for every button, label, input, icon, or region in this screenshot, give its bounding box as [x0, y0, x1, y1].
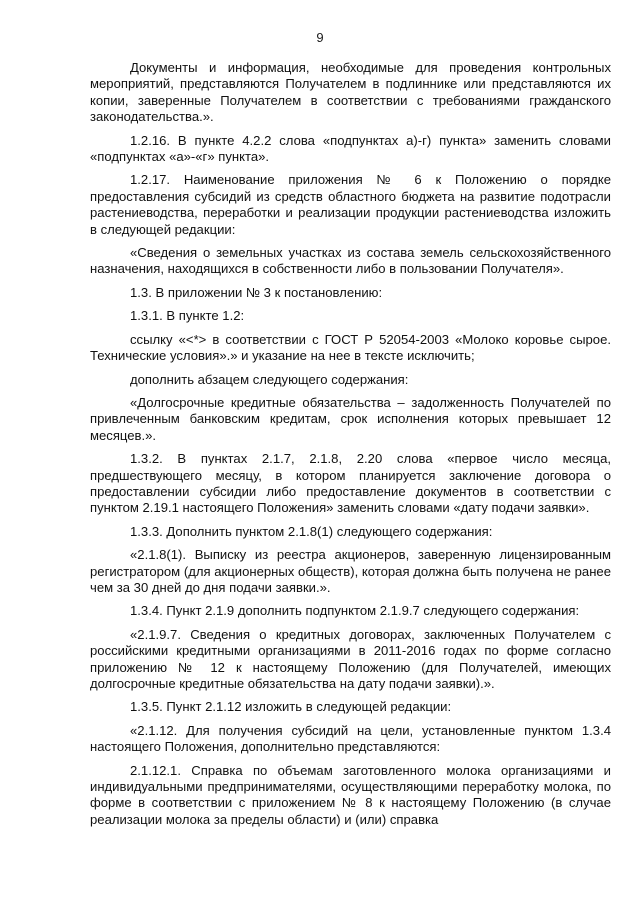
paragraph: 1.3.3. Дополнить пунктом 2.1.8(1) следующего содержания:: [130, 523, 493, 539]
paragraph: 1.2.17. Наименование приложения № 6 к Положению о порядке предоставления субсидий из средств областного бюджета на развитие подотрасли растениеводства, переработки и реализации продукции растениеводства изложить в следующей редакции:: [90, 172, 611, 237]
paragraph: «2.1.12. Для получения субсидий на цели, установленные пунктом 1.3.4 настоящего Положения, дополнительно представляются:: [90, 722, 611, 755]
paragraph: «2.1.9.7. Сведения о кредитных договорах, заключенных Получателем с российскими кредитными организациями в 2011-2016 годах по форме согласно приложению № 12 к настоящему Положению (для Получателей, имеющих долгосрочные кредитные обязательства на дату подачи заявки).».: [90, 626, 611, 691]
paragraph: ссылку «<*> в соответствии с ГОСТ Р 52054-2003 «Молоко коровье сырое. Технические условия».» и указание на нее в тексте исключить;: [90, 331, 611, 364]
paragraph: 1.2.16. В пункте 4.2.2 слова «подпунктах а)-г) пункта» заменить словами «подпунктах «а»-«г» пункта».: [90, 132, 611, 165]
paragraph: Документы и информация, необходимые для проведения контрольных мероприятий, представляются Получателем в подлиннике или представляются их копии, заверенные Получателем в соответствии с требованиями гражданского законодательства.».: [90, 60, 611, 125]
page-number: 9: [316, 30, 324, 45]
paragraph: «2.1.8(1). Выписку из реестра акционеров, заверенную лицензированным регистратором (для акционерных обществ), которая должна быть получена не ранее чем за 30 дней до дня подачи заявки.».: [90, 547, 611, 595]
paragraph: «Долгосрочные кредитные обязательства – задолженность Получателей по привлеченным банковским кредитам, срок исполнения которых превышает 12 месяцев.».: [90, 394, 611, 443]
paragraph: 1.3. В приложении № 3 к постановлению:: [130, 284, 383, 300]
paragraph: 1.3.5. Пункт 2.1.12 изложить в следующей редакции:: [130, 699, 452, 715]
paragraph: дополнить абзацем следующего содержания:: [130, 371, 409, 387]
paragraph: 2.1.12.1. Справка по объемам заготовленного молока организациями и индивидуальными предпринимателями, осуществляющими переработку молока, по форме в соответствии с приложением № 8 к настоящему Положению (в случае реализации молока за пределы области) и (или) справка: [90, 762, 611, 827]
paragraph: 1.3.1. В пункте 1.2:: [130, 308, 245, 324]
document-body: [90, 60, 611, 835]
paragraph: 1.3.2. В пунктах 2.1.7, 2.1.8, 2.20 слова «первое число месяца, предшествующего месяцу, в котором планируется заключение договора о предоставлении субсидии либо предоставление документов в соответствии с пунктом 2.19.1 настоящего Положения» заменить словами «дату подачи заявки».: [90, 451, 611, 516]
paragraph: 1.3.4. Пункт 2.1.9 дополнить подпунктом 2.1.9.7 следующего содержания:: [130, 603, 580, 619]
paragraph: «Сведения о земельных участках из состава земель сельскохозяйственного назначения, находящихся в собственности либо в пользовании Получателя».: [90, 245, 611, 277]
